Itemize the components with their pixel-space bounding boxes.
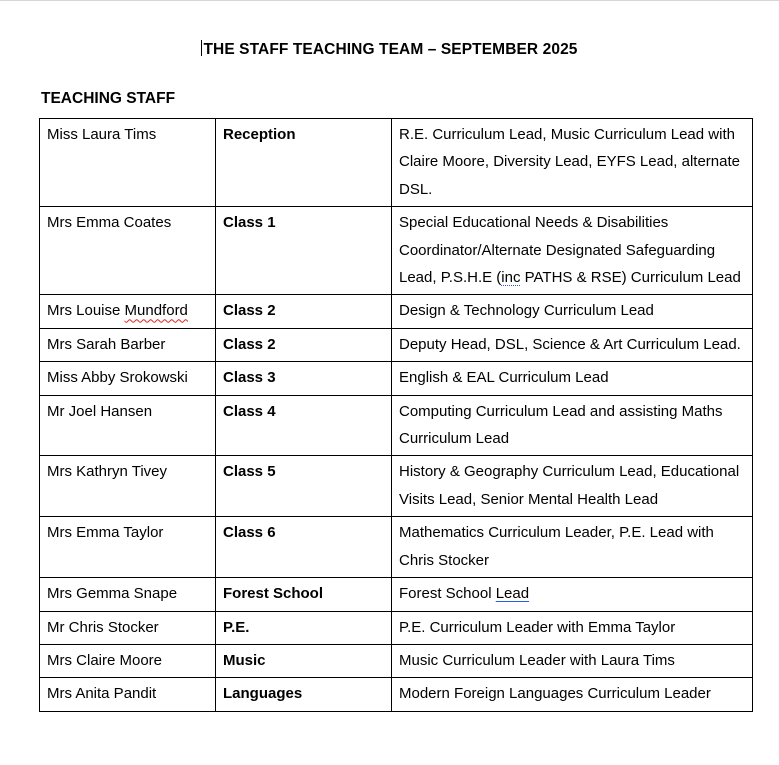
staff-role: Computing Curriculum Lead and assisting Maths Curriculum Lead (392, 395, 753, 456)
table-row (40, 295, 753, 328)
staff-name: Mrs Sarah Barber (40, 328, 216, 361)
staff-role: R.E. Curriculum Lead, Music Curriculum Lead with Claire Moore, Diversity Lead, EYFS Lead, alternate DSL. (392, 119, 753, 207)
table-row (40, 395, 753, 456)
staff-class: Class 1 (216, 207, 392, 295)
staff-name: Miss Abby Srokowski (40, 362, 216, 395)
table-row (40, 644, 753, 677)
name-text: Mrs Louise (47, 302, 125, 320)
role-text: PATHS & RSE) Curriculum Lead (520, 269, 741, 287)
staff-role (392, 207, 753, 295)
staff-role: Mathematics Curriculum Leader, P.E. Lead with Chris Stocker (392, 517, 753, 578)
staff-name: Miss Laura Tims (40, 119, 216, 207)
staff-name: Mrs Emma Taylor (40, 517, 216, 578)
staff-role: Music Curriculum Leader with Laura Tims (392, 644, 753, 677)
table-row (40, 119, 753, 207)
staff-role: History & Geography Curriculum Lead, Educational Visits Lead, Senior Mental Health Lead (392, 456, 753, 517)
staff-role: P.E. Curriculum Leader with Emma Taylor (392, 611, 753, 644)
page-top-edge (0, 0, 779, 1)
staff-role: Design & Technology Curriculum Lead (392, 295, 753, 328)
staff-name: Mrs Kathryn Tivey (40, 456, 216, 517)
table-row (40, 517, 753, 578)
staff-class: Forest School (216, 578, 392, 611)
staff-name: Mr Joel Hansen (40, 395, 216, 456)
staff-class: Class 6 (216, 517, 392, 578)
section-heading: TEACHING STAFF (41, 90, 176, 107)
staff-table (39, 118, 753, 712)
document-title-text: THE STAFF TEACHING TEAM – SEPTEMBER 2025 (203, 41, 578, 58)
table-row (40, 362, 753, 395)
table-row (40, 328, 753, 361)
staff-name (40, 295, 216, 328)
staff-class: Languages (216, 678, 392, 711)
staff-class: Music (216, 644, 392, 677)
staff-role: English & EAL Curriculum Lead (392, 362, 753, 395)
staff-class: Class 2 (216, 328, 392, 361)
grammar-flagged-word[interactable]: inc (501, 269, 521, 287)
table-row (40, 456, 753, 517)
table-row (40, 678, 753, 711)
staff-class: Class 3 (216, 362, 392, 395)
grammar-flagged-word[interactable]: Lead (495, 585, 530, 603)
staff-name: Mrs Claire Moore (40, 644, 216, 677)
spelling-flagged-word[interactable]: Mundford (124, 302, 188, 320)
staff-name: Mrs Gemma Snape (40, 578, 216, 611)
staff-name: Mrs Emma Coates (40, 207, 216, 295)
staff-name: Mrs Anita Pandit (40, 678, 216, 711)
role-text: Forest School (399, 585, 496, 603)
staff-name: Mr Chris Stocker (40, 611, 216, 644)
staff-class: Class 5 (216, 456, 392, 517)
staff-class: Reception (216, 119, 392, 207)
staff-class: P.E. (216, 611, 392, 644)
staff-role: Modern Foreign Languages Curriculum Leader (392, 678, 753, 711)
role-text: Special Educational Needs & Disabilities Coordinator/Alternate Designated Safeguarding Lead, P.S.H.E ( (399, 214, 716, 287)
staff-role: Deputy Head, DSL, Science & Art Curriculum Lead. (392, 328, 753, 361)
table-row (40, 611, 753, 644)
staff-role (392, 578, 753, 611)
staff-class: Class 4 (216, 395, 392, 456)
staff-class: Class 2 (216, 295, 392, 328)
table-row (40, 578, 753, 611)
document-title[interactable] (0, 40, 779, 59)
table-row (40, 207, 753, 295)
